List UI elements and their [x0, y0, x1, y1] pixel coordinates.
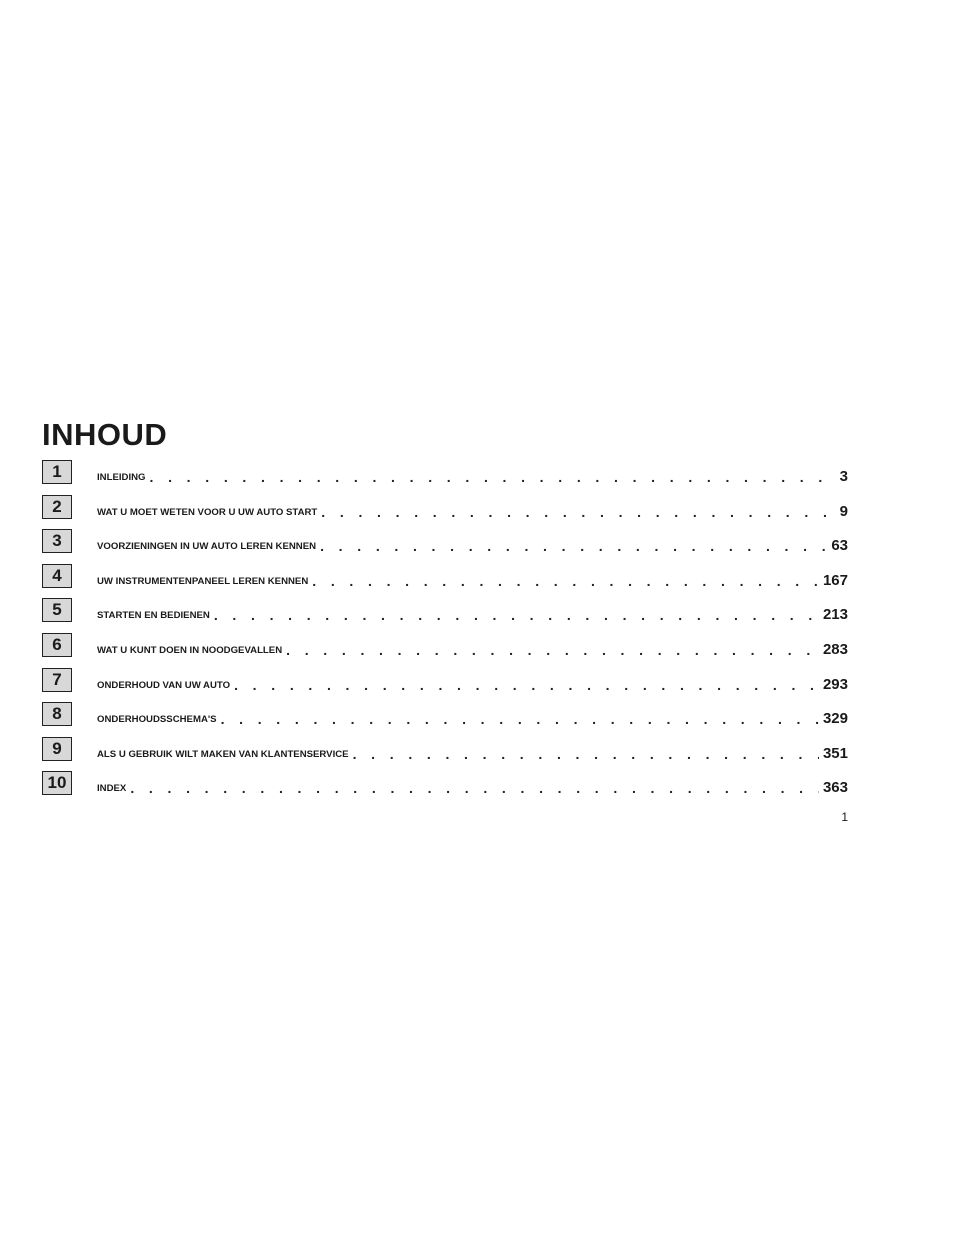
toc-entry-7[interactable] — [42, 668, 848, 703]
chapter-page-number: 293 — [822, 675, 848, 693]
toc-entry-9[interactable] — [42, 737, 848, 772]
chapter-title: VOORZIENINGEN IN UW AUTO LEREN KENNEN — [97, 541, 317, 553]
toc-entry-2[interactable] — [42, 495, 848, 530]
toc-entry-line — [97, 777, 848, 797]
toc-entry-line — [97, 570, 848, 590]
toc-entry-4[interactable] — [42, 564, 848, 599]
chapter-title: WAT U MOET WETEN VOOR U UW AUTO START — [97, 506, 318, 518]
toc-entry-10[interactable] — [42, 771, 848, 806]
toc-entry-6[interactable] — [42, 633, 848, 668]
dot-leader — [214, 606, 819, 624]
chapter-number-badge: 5 — [42, 598, 72, 622]
chapter-number-badge: 1 — [42, 460, 72, 484]
chapter-page-number: 3 — [839, 468, 848, 485]
chapter-page-number: 63 — [831, 537, 848, 555]
chapter-number-badge: 3 — [42, 529, 72, 553]
dot-leader — [234, 676, 819, 694]
toc-entry-line — [97, 535, 848, 555]
chapter-number-badge: 4 — [42, 564, 72, 588]
chapter-title: ALS U GEBRUIK WILT MAKEN VAN KLANTENSERVICE — [97, 748, 349, 760]
dot-leader — [353, 745, 819, 763]
toc-entry-line — [97, 604, 848, 624]
chapter-number-badge: 6 — [42, 633, 72, 657]
chapter-title: UW INSTRUMENTENPANEEL LEREN KENNEN — [97, 575, 309, 587]
toc-entry-line — [97, 466, 848, 486]
dot-leader — [221, 710, 819, 728]
dot-leader — [130, 779, 819, 797]
chapter-number-badge: 7 — [42, 668, 72, 692]
page-title: INHOUD — [42, 417, 168, 452]
chapter-page-number: 213 — [822, 606, 848, 624]
dot-leader — [321, 503, 835, 521]
toc-entry-line — [97, 674, 848, 694]
toc-entry-8[interactable] — [42, 702, 848, 737]
table-of-contents — [42, 460, 848, 806]
chapter-title: WAT U KUNT DOEN IN NOODGEVALLEN — [97, 644, 283, 656]
chapter-page-number: 363 — [822, 779, 848, 797]
toc-entry-3[interactable] — [42, 529, 848, 564]
chapter-page-number: 329 — [822, 710, 848, 728]
chapter-title: STARTEN EN BEDIENEN — [97, 610, 210, 622]
toc-entry-line — [97, 501, 848, 521]
chapter-page-number: 283 — [822, 640, 848, 658]
chapter-number-badge: 8 — [42, 702, 72, 726]
footer-page-number: 1 — [841, 810, 848, 824]
toc-entry-5[interactable] — [42, 598, 848, 633]
dot-leader — [320, 537, 827, 555]
dot-leader — [312, 572, 819, 590]
chapter-number-badge: 9 — [42, 737, 72, 761]
dot-leader — [150, 468, 836, 486]
chapter-title: ONDERHOUDSSCHEMA'S — [97, 714, 217, 726]
chapter-page-number: 9 — [839, 502, 848, 520]
chapter-number-badge: 2 — [42, 495, 72, 519]
chapter-title: INLEIDING — [97, 472, 146, 483]
chapter-page-number: 167 — [822, 571, 848, 589]
toc-entry-line — [97, 708, 848, 728]
toc-entry-line — [97, 743, 848, 763]
chapter-title: INDEX — [97, 783, 127, 795]
chapter-page-number: 351 — [822, 744, 848, 762]
toc-entry-1[interactable] — [42, 460, 848, 495]
toc-entry-line — [97, 639, 848, 659]
dot-leader — [286, 641, 819, 659]
chapter-number-badge: 10 — [42, 771, 72, 795]
chapter-title: ONDERHOUD VAN UW AUTO — [97, 679, 231, 691]
